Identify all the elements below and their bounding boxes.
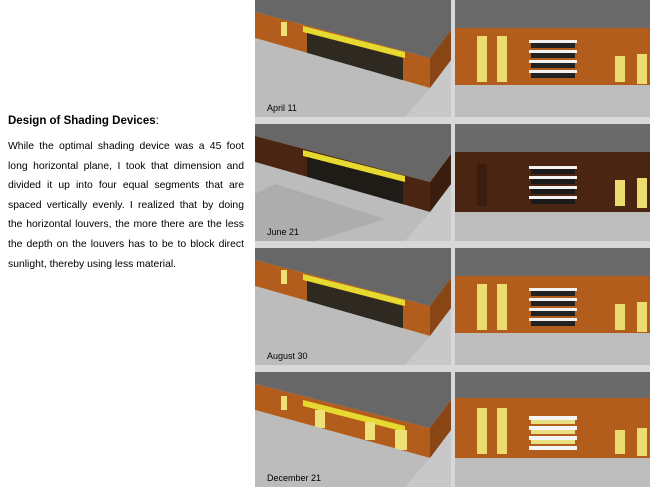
render-louvers-august — [455, 248, 650, 365]
section-heading — [8, 115, 244, 127]
render-louvers-april — [455, 0, 650, 117]
render-plane-april — [255, 0, 451, 117]
section-heading-text: Design of Shading Devices — [8, 115, 156, 127]
date-label: August 30 — [267, 351, 308, 361]
render-louvers-june — [455, 124, 650, 241]
date-label: April 11 — [267, 103, 297, 113]
description-column — [8, 115, 244, 274]
building-render-image — [255, 124, 451, 241]
date-label: December 21 — [267, 473, 322, 483]
render-plane-december — [255, 372, 451, 487]
building-render-image — [255, 248, 451, 365]
render-plane-august — [255, 248, 451, 365]
building-render-image — [455, 372, 650, 487]
building-render-image — [455, 124, 650, 241]
building-render-image — [455, 0, 650, 117]
building-render-image — [455, 248, 650, 365]
date-label: June 21 — [267, 227, 300, 237]
building-render-image — [255, 0, 451, 117]
render-grid — [255, 0, 650, 487]
heading-colon: : — [155, 115, 159, 127]
render-plane-june — [255, 124, 451, 241]
building-render-image — [255, 372, 451, 487]
body-paragraph: While the optimal shading device was a 45 foot long horizontal plane, I took that dimension and divided it up into four equal segments that are spaced vertically evenly. I realized that by doing the horizontal louvers, the more there are the less the depth on the louvers has to be to block direct sunlight, thereby using less material. — [8, 141, 244, 270]
render-louvers-december — [455, 372, 650, 487]
